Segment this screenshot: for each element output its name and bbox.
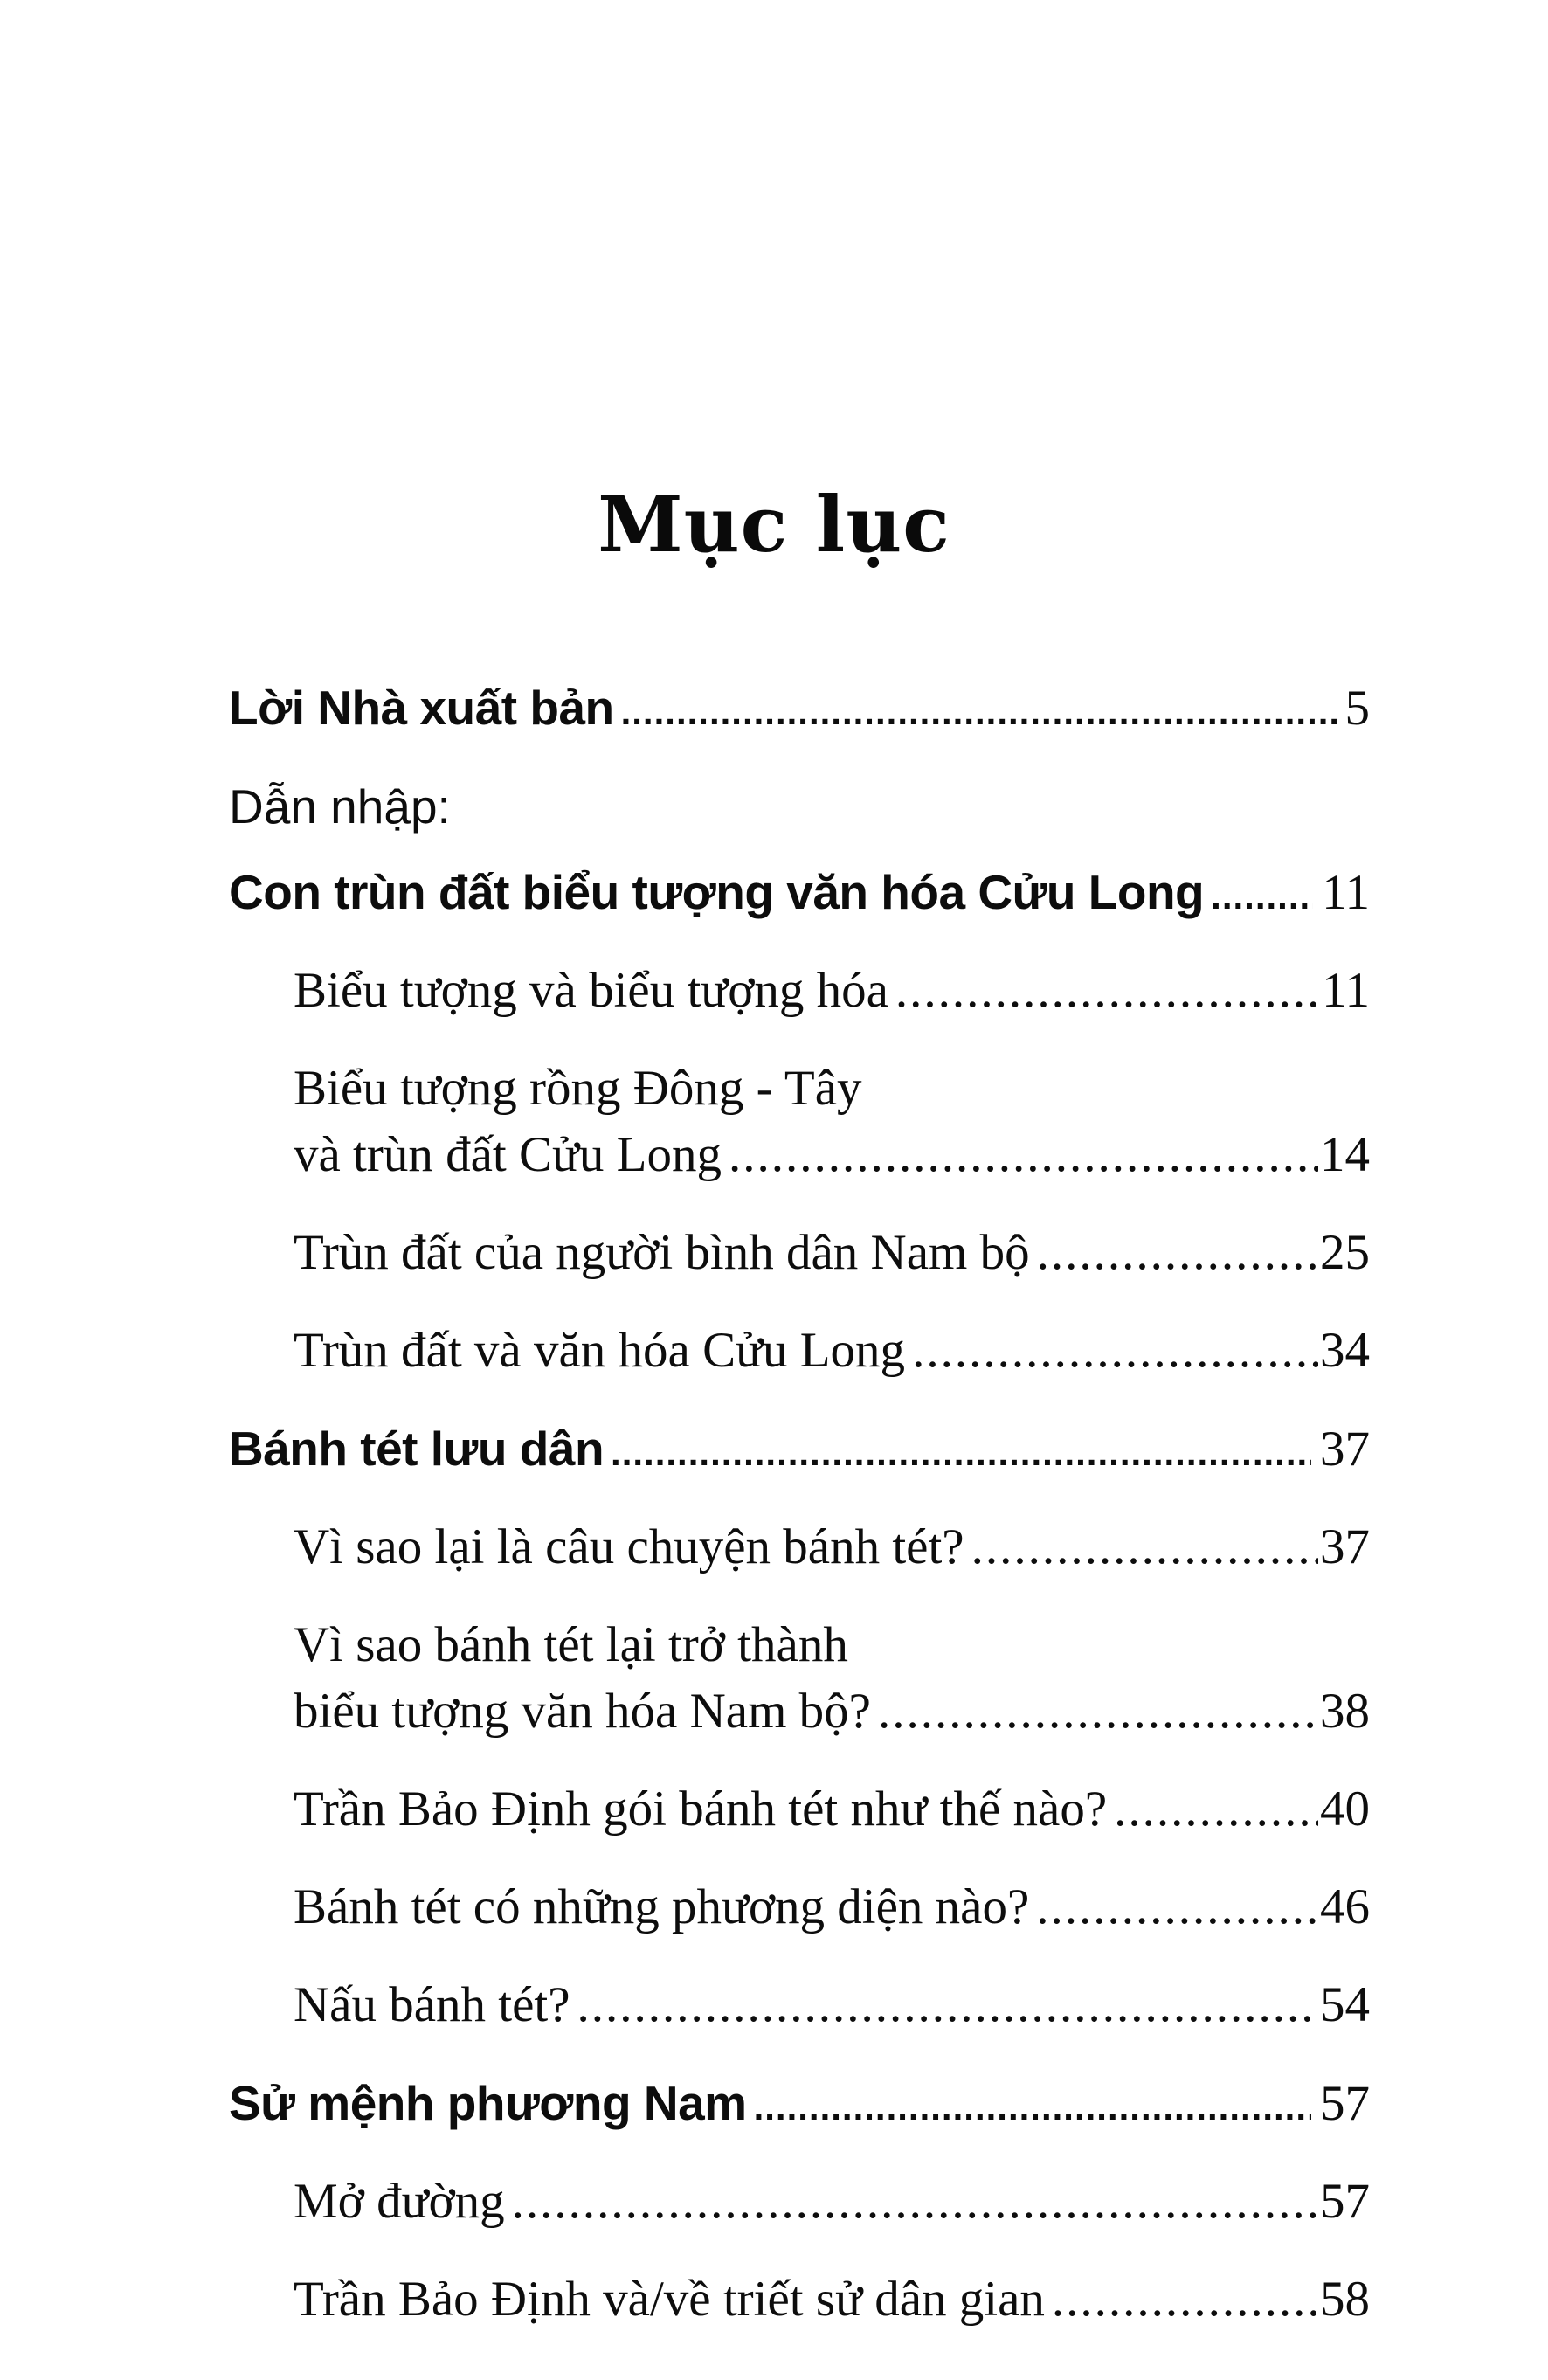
toc-entry-line <box>294 1972 1370 2051</box>
toc-entry <box>229 1612 1370 1757</box>
dot-leader <box>895 958 1320 1036</box>
toc-entry-label: biểu tượng văn hóa Nam bộ? <box>294 1684 871 1739</box>
dot-leader <box>512 2169 1318 2247</box>
page-number: 37 <box>1320 1422 1370 1477</box>
page-number: 40 <box>1320 1782 1370 1837</box>
toc-entry-label: Biểu tượng và biểu tượng hóa <box>294 963 888 1018</box>
toc-entry-line <box>229 675 1370 754</box>
page-number: 38 <box>1320 1684 1370 1739</box>
dot-leader <box>878 1678 1318 1757</box>
dot-leader <box>912 1318 1318 1396</box>
dot-leader <box>754 2074 1311 2149</box>
toc-entry <box>229 1318 1370 1396</box>
toc-entry-label: Trần Bảo Định gói bánh tét như thế nào? <box>294 1782 1108 1837</box>
toc-entry-line <box>294 1776 1370 1855</box>
dot-leader <box>577 1972 1318 2051</box>
toc-entry-label: Vì sao bánh tét lại trở thành <box>294 1617 848 1672</box>
page-number: 57 <box>1320 2076 1370 2131</box>
toc-entry-line <box>294 1055 1370 1122</box>
page-number: 54 <box>1320 1977 1370 2032</box>
toc-entry <box>229 675 1370 754</box>
toc-entry-line <box>294 958 1370 1036</box>
page-number: 37 <box>1320 1519 1370 1574</box>
page-number: 14 <box>1320 1127 1370 1182</box>
toc-entry-label: Bánh tét có những phương diện nào? <box>294 1879 1030 1934</box>
toc-entry <box>229 2169 1370 2247</box>
toc-entry-label: Mở đường <box>294 2174 505 2229</box>
toc-entry <box>229 958 1370 1036</box>
toc-entry-line <box>294 1612 1370 1678</box>
toc-entry <box>229 773 1370 840</box>
dot-leader <box>971 1514 1318 1593</box>
dot-leader <box>1211 863 1313 938</box>
toc-entry-label: Lời Nhà xuất bản <box>229 681 614 735</box>
toc-entry <box>229 1055 1370 1200</box>
page-number: 5 <box>1344 681 1370 736</box>
dot-leader <box>611 1420 1311 1495</box>
toc-entry <box>229 1514 1370 1593</box>
page-number: 11 <box>1322 963 1370 1018</box>
toc-entry <box>229 1415 1370 1495</box>
toc-entry <box>229 2266 1370 2345</box>
toc-entry-label: và trùn đất Cửu Long <box>294 1127 722 1182</box>
dot-leader <box>1037 1220 1318 1298</box>
toc-entry-line <box>294 1874 1370 1953</box>
toc-entry-label: Nấu bánh tét? <box>294 1977 570 2032</box>
toc-entry-label: Trần Bảo Định và/về triết sử dân gian <box>294 2272 1045 2327</box>
toc-entry-line <box>294 2266 1370 2345</box>
toc-entry-label: Vì sao lại là câu chuyện bánh tét? <box>294 1519 964 1574</box>
dot-leader <box>729 1122 1318 1200</box>
toc-entry-line <box>229 773 1370 840</box>
toc-entry-label: Trùn đất của người bình dân Nam bộ <box>294 1225 1030 1280</box>
page-number: 11 <box>1322 865 1370 920</box>
dot-leader <box>1036 1874 1318 1953</box>
toc-entry-line <box>294 1678 1370 1757</box>
toc-entry-label: Bánh tét lưu dân <box>229 1422 605 1476</box>
toc-entry-label: Trùn đất và văn hóa Cửu Long <box>294 1323 906 1378</box>
toc-entry-label: Sử mệnh phương Nam <box>229 2076 747 2130</box>
toc-entry-line <box>294 1122 1370 1200</box>
page-number: 46 <box>1320 1879 1370 1934</box>
toc-entry <box>229 2070 1370 2149</box>
toc-entry <box>229 1220 1370 1298</box>
page-number: 34 <box>1320 1323 1370 1378</box>
toc-entry-line <box>294 2169 1370 2247</box>
toc-entry-label: Con trùn đất biểu tượng văn hóa Cửu Long <box>229 865 1205 919</box>
toc-entry-label: Biểu tượng rồng Đông - Tây <box>294 1061 862 1116</box>
page-number: 57 <box>1320 2174 1370 2229</box>
toc-entry-line <box>294 1318 1370 1396</box>
page-number: 25 <box>1320 1225 1370 1280</box>
toc-entry-line <box>229 2070 1370 2149</box>
page-title: Mục lục <box>598 479 950 570</box>
toc-entry <box>229 1776 1370 1855</box>
toc-entry-line <box>229 859 1370 938</box>
dot-leader <box>1052 2266 1318 2345</box>
toc-entry <box>229 859 1370 938</box>
toc-entry <box>229 1972 1370 2051</box>
toc-entry-line <box>294 1220 1370 1298</box>
page-number: 58 <box>1320 2272 1370 2327</box>
toc-entry-label: Dẫn nhập: <box>229 779 451 834</box>
toc-entry-line <box>294 1514 1370 1593</box>
toc-entry <box>229 1874 1370 1953</box>
dot-leader <box>621 679 1337 754</box>
toc-entry-line <box>229 1415 1370 1495</box>
dot-leader <box>1114 1776 1318 1855</box>
toc-list <box>229 675 1370 2364</box>
